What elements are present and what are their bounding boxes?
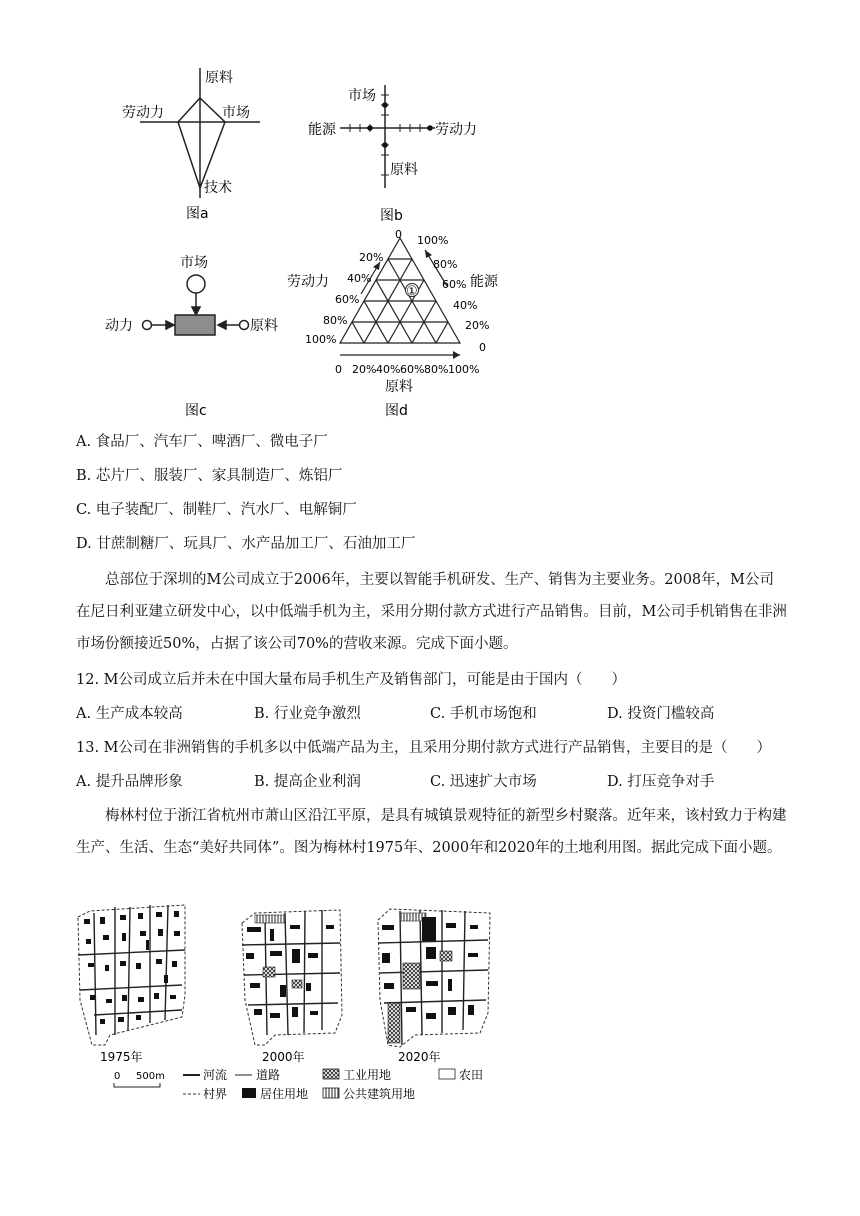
legend (183, 1067, 483, 1101)
fig-d-bottom-tick: 20% (352, 363, 377, 376)
map-year-1975: 1975年 (100, 1050, 143, 1064)
fig-d-left-tick: 40% (347, 272, 372, 285)
q11-option-c: C. 电子装配厂、制鞋厂、汽水厂、电解铜厂 (76, 502, 357, 518)
fig-a-caption: 图a (186, 206, 209, 222)
fig-a-label-left: 劳动力 (122, 105, 164, 121)
figure-c (100, 245, 300, 420)
fig-d-right-tick: 100% (417, 234, 449, 247)
fig-d-left-label: 劳动力 (287, 274, 329, 290)
fig-d-bottom-tick: 80% (424, 363, 449, 376)
legend-residential: 居住用地 (260, 1087, 309, 1101)
scale-zero: 0 (114, 1071, 121, 1082)
fig-d-bottom-label: 原料 (385, 379, 413, 395)
legend-river: 河流 (203, 1068, 228, 1082)
fig-c-caption: 图c (185, 403, 207, 419)
fig-b-label-left: 能源 (308, 122, 336, 138)
fig-c-label-top: 市场 (180, 255, 208, 271)
legend-public-building: 公共建筑用地 (343, 1087, 416, 1101)
land-use-maps (70, 895, 510, 1110)
legend-village-boundary: 村界 (203, 1087, 228, 1101)
fig-a-label-top: 原料 (205, 70, 233, 86)
fig-d-left-tick: 80% (323, 314, 348, 327)
q12-option-d: D. 投资门槛较高 (607, 706, 715, 722)
figure-b (300, 80, 500, 230)
fig-d-right-label: 能源 (470, 274, 498, 290)
scale-length: 500m (136, 1071, 165, 1082)
fig-d-left-tick: 0 (395, 228, 402, 241)
q11-option-b: B. 芯片厂、服装厂、家具制造厂、炼铝厂 (76, 468, 343, 484)
map-year-2020: 2020年 (398, 1050, 441, 1064)
map-year-2000: 2000年 (262, 1050, 305, 1064)
q13-option-d: D. 打压竞争对手 (607, 774, 715, 790)
q13-option-b: B. 提高企业利润 (254, 774, 361, 790)
fig-d-bottom-tick: 40% (376, 363, 401, 376)
fig-d-left-tick: 100% (305, 333, 337, 346)
fig-d-marker: ① (406, 284, 418, 299)
fig-b-label-top: 市场 (348, 88, 376, 104)
fig-a-label-right: 市场 (222, 105, 250, 121)
q11-option-a: A. 食品厂、汽车厂、啤酒厂、微电子厂 (76, 434, 328, 450)
q12-option-a: A. 生产成本较高 (76, 706, 183, 722)
fig-d-bottom-tick: 0 (335, 363, 342, 376)
figure-a (110, 60, 270, 230)
fig-d-left-tick: 60% (335, 293, 360, 306)
fig-c-label-left: 动力 (105, 318, 133, 334)
fig-d-right-tick: 80% (433, 258, 458, 271)
q13-stem: 13. M公司在非洲销售的手机多以中低端产品为主，且采用分期付款方式进行产品销售，主要目的是（ ） (76, 740, 772, 756)
figure-d (285, 228, 505, 423)
q12-option-c: C. 手机市场饱和 (430, 706, 537, 722)
q11-option-d: D. 甘蔗制糖厂、玩具厂、水产品加工厂、石油加工厂 (76, 536, 416, 552)
fig-d-right-tick: 20% (465, 319, 490, 332)
q12-stem: 12. M公司成立后并未在中国大量布局手机生产及销售部门，可能是由于国内（ ） (76, 672, 627, 688)
q13-option-a: A. 提升品牌形象 (76, 774, 183, 790)
scale-bar (114, 1071, 165, 1087)
fig-d-bottom-tick: 60% (400, 363, 425, 376)
fig-b-label-bottom: 原料 (390, 162, 418, 178)
fig-d-caption: 图d (385, 403, 408, 419)
fig-d-bottom-tick: 100% (448, 363, 480, 376)
legend-farmland: 农田 (459, 1068, 484, 1082)
map-1975 (78, 905, 185, 1064)
q12-option-b: B. 行业竞争激烈 (254, 706, 361, 722)
fig-a-label-bottom: 技术 (204, 180, 232, 196)
fig-d-left-tick: 20% (359, 251, 384, 264)
fig-d-right-tick: 60% (442, 278, 467, 291)
fig-b-label-right: 劳动力 (435, 122, 477, 138)
legend-road: 道路 (256, 1068, 281, 1082)
passage-meilin-village: 梅林村位于浙江省杭州市萧山区沿江平原，是具有城镇景观特征的新型乡村聚落。近年来，该村致力于构建生产、生活、生态“美好共同体”。图为梅林村1975年、2000年和2020年的土地利用图。据此完成下面小题。 (76, 808, 787, 856)
fig-c-label-right: 原料 (250, 318, 278, 334)
legend-industrial: 工业用地 (343, 1068, 392, 1082)
map-2020 (378, 909, 490, 1064)
passage-m-company: 总部位于深圳的M公司成立于2006年，主要以智能手机研发、生产、销售为主要业务。2008年，M公司在尼日利亚建立研发中心，以中低端手机为主，采用分期付款方式进行产品销售。目前，M公司手机销售在非洲市场份额接近50%，占据了该公司70%的营收来源。完成下面小题。 (76, 572, 787, 652)
fig-d-right-tick: 0 (479, 341, 486, 354)
q13-option-c: C. 迅速扩大市场 (430, 774, 537, 790)
fig-b-caption: 图b (380, 208, 403, 224)
fig-d-right-tick: 40% (453, 299, 478, 312)
map-2000 (242, 910, 342, 1064)
